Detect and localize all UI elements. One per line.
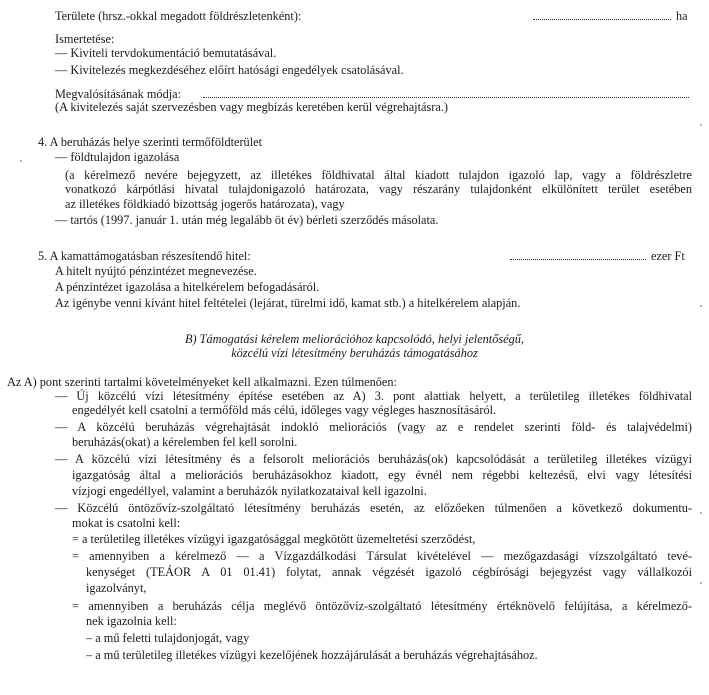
section-b-paragraph-line: — A közcélú vízi létesítmény és a felsorolt meliorációs beruházás(ok) kapcsolódását a területileg illetékes vízügyi xyxy=(55,452,692,466)
section-b-subitem-line: igazolványt, xyxy=(86,581,147,595)
section-b-intro: Az A) pont szerinti tartalmi követelményeket kell alkalmazni. Ezen túlmenően: xyxy=(7,375,397,389)
section-4-title: 4. A beruházás helye szerinti termőföldterület xyxy=(38,135,262,149)
method-label: Megvalósításának módja: xyxy=(55,87,182,101)
section-4-item: — földtulajdon igazolása xyxy=(55,150,180,164)
area-unit: ha xyxy=(676,9,688,23)
section-b-tertiary-item: – a mű területileg illetékes vízügyi kezelőjének hozzájárulását a beruházás végrehajtásához. xyxy=(86,648,538,662)
scan-speck xyxy=(700,305,702,307)
area-fill-line xyxy=(533,8,671,20)
section-b-heading: B) Támogatási kérelem meliorációhoz kapcsolódó, helyi jelentőségű, xyxy=(184,332,524,346)
section-b-tertiary-item: – a mű feletti tulajdonjogát, vagy xyxy=(86,631,250,645)
area-label: Területe (hrsz.-okkal megadott földrészletenként): xyxy=(55,9,302,23)
section-b-heading: közcélú vízi létesítmény beruházás támogatásához xyxy=(231,346,478,360)
credit-unit: ezer Ft xyxy=(651,249,685,263)
section-5-title: 5. A kamattámogatásban részesítendő hitel: xyxy=(38,249,251,263)
section-5-line: Az igénybe venni kívánt hitel feltételei (lejárat, türelmi idő, kamat stb.) a hitelkérelem alapján. xyxy=(55,296,521,310)
section-b-paragraph-line: engedélyét kell csatolni a termőföld más célú, időleges vagy végleges hasznosításáról. xyxy=(72,403,497,417)
section-b-paragraph-line: — Közcélú öntözővíz-szolgáltató létesítmény beruházás esetén, az előzőeken túlmenően a következő dokumentu- xyxy=(55,501,692,515)
scan-speck xyxy=(20,160,22,162)
credit-fill-line xyxy=(510,248,646,260)
description-item: — Kiviteli tervdokumentáció bemutatásával. xyxy=(55,46,277,60)
section-5-line: A pénzintézet igazolása a hitelkérelem befogadásáról. xyxy=(55,280,320,294)
method-note: (A kivitelezés saját szervezésben vagy megbízás keretében kerül végrehajtásra.) xyxy=(55,100,448,114)
section-b-paragraph-line: mokat is csatolni kell: xyxy=(72,516,181,530)
section-b-subitem-line: nek igazolnia kell: xyxy=(86,614,177,628)
section-4-detail-line: vonatkozó kárpótlási hivatal tulajdonigazoló határozata, vagy részarány tulajdonként elkülönített terület esetében xyxy=(65,182,692,196)
section-b-paragraph-line: vízjogi engedéllyel, valamint a beruházók nyilatkozataival kell igazolni. xyxy=(72,484,427,498)
section-b-subitem-line: = amennyiben a kérelmező — a Vízgazdálkodási Társulat kivételével — mezőgazdasági vízszolgáltató tevé- xyxy=(72,549,692,563)
section-4-detail-line: (a kérelmező nevére bejegyzett, az illetékes földhivatal által kiadott tulajdon igazoló lap, vagy a földrészletre xyxy=(65,168,692,182)
section-b-subitem-line: = amennyiben a beruházás célja meglévő öntözővíz-szolgáltató létesítmény értéknövelő felújítása, a kérelmező- xyxy=(72,599,692,613)
description-item: — Kivitelezés megkezdéséhez előírt hatósági engedélyek csatolásával. xyxy=(55,63,404,77)
scan-speck xyxy=(700,582,702,584)
section-4-detail-line: az illetékes földkiadó bizottság jogerős határozata), vagy xyxy=(65,197,345,211)
scan-speck xyxy=(700,512,702,514)
section-b-subitem-line: kenységet (TEÁOR A 01 01.41) folytat, annak végzését igazoló cégbírósági bejegyzést vagy vállalkozói xyxy=(86,565,692,579)
description-label: Ismertetése: xyxy=(55,32,115,46)
section-b-paragraph-line: beruházás(okat) a kérelemben fel kell sorolni. xyxy=(72,435,298,449)
section-b-paragraph-line: — Új közcélú vízi létesítmény építése esetében az A) 3. pont alattiak helyett, a területileg illetékes földhivatal xyxy=(55,389,692,403)
section-5-line: A hitelt nyújtó pénzintézet megnevezése. xyxy=(55,264,257,278)
method-fill-line xyxy=(203,86,689,98)
section-b-paragraph-line: — A közcélú beruházás végrehajtását indokló meliorációs (vagy az e rendelet szerinti föld- és talajvédelmi) xyxy=(55,420,692,434)
section-4-item: — tartós (1997. január 1. után még legalább öt év) bérleti szerződés másolata. xyxy=(55,213,439,227)
section-b-subitem: = a területileg illetékes vízügyi igazgatósággal megkötött üzemeltetési szerződést, xyxy=(72,532,476,546)
scan-speck xyxy=(700,124,702,126)
section-b-paragraph-line: igazgatóság által a meliorációs beruházásokhoz kiadott, egy évnél nem régebbi keltezésű, elvi vagy létesítési xyxy=(72,468,692,482)
